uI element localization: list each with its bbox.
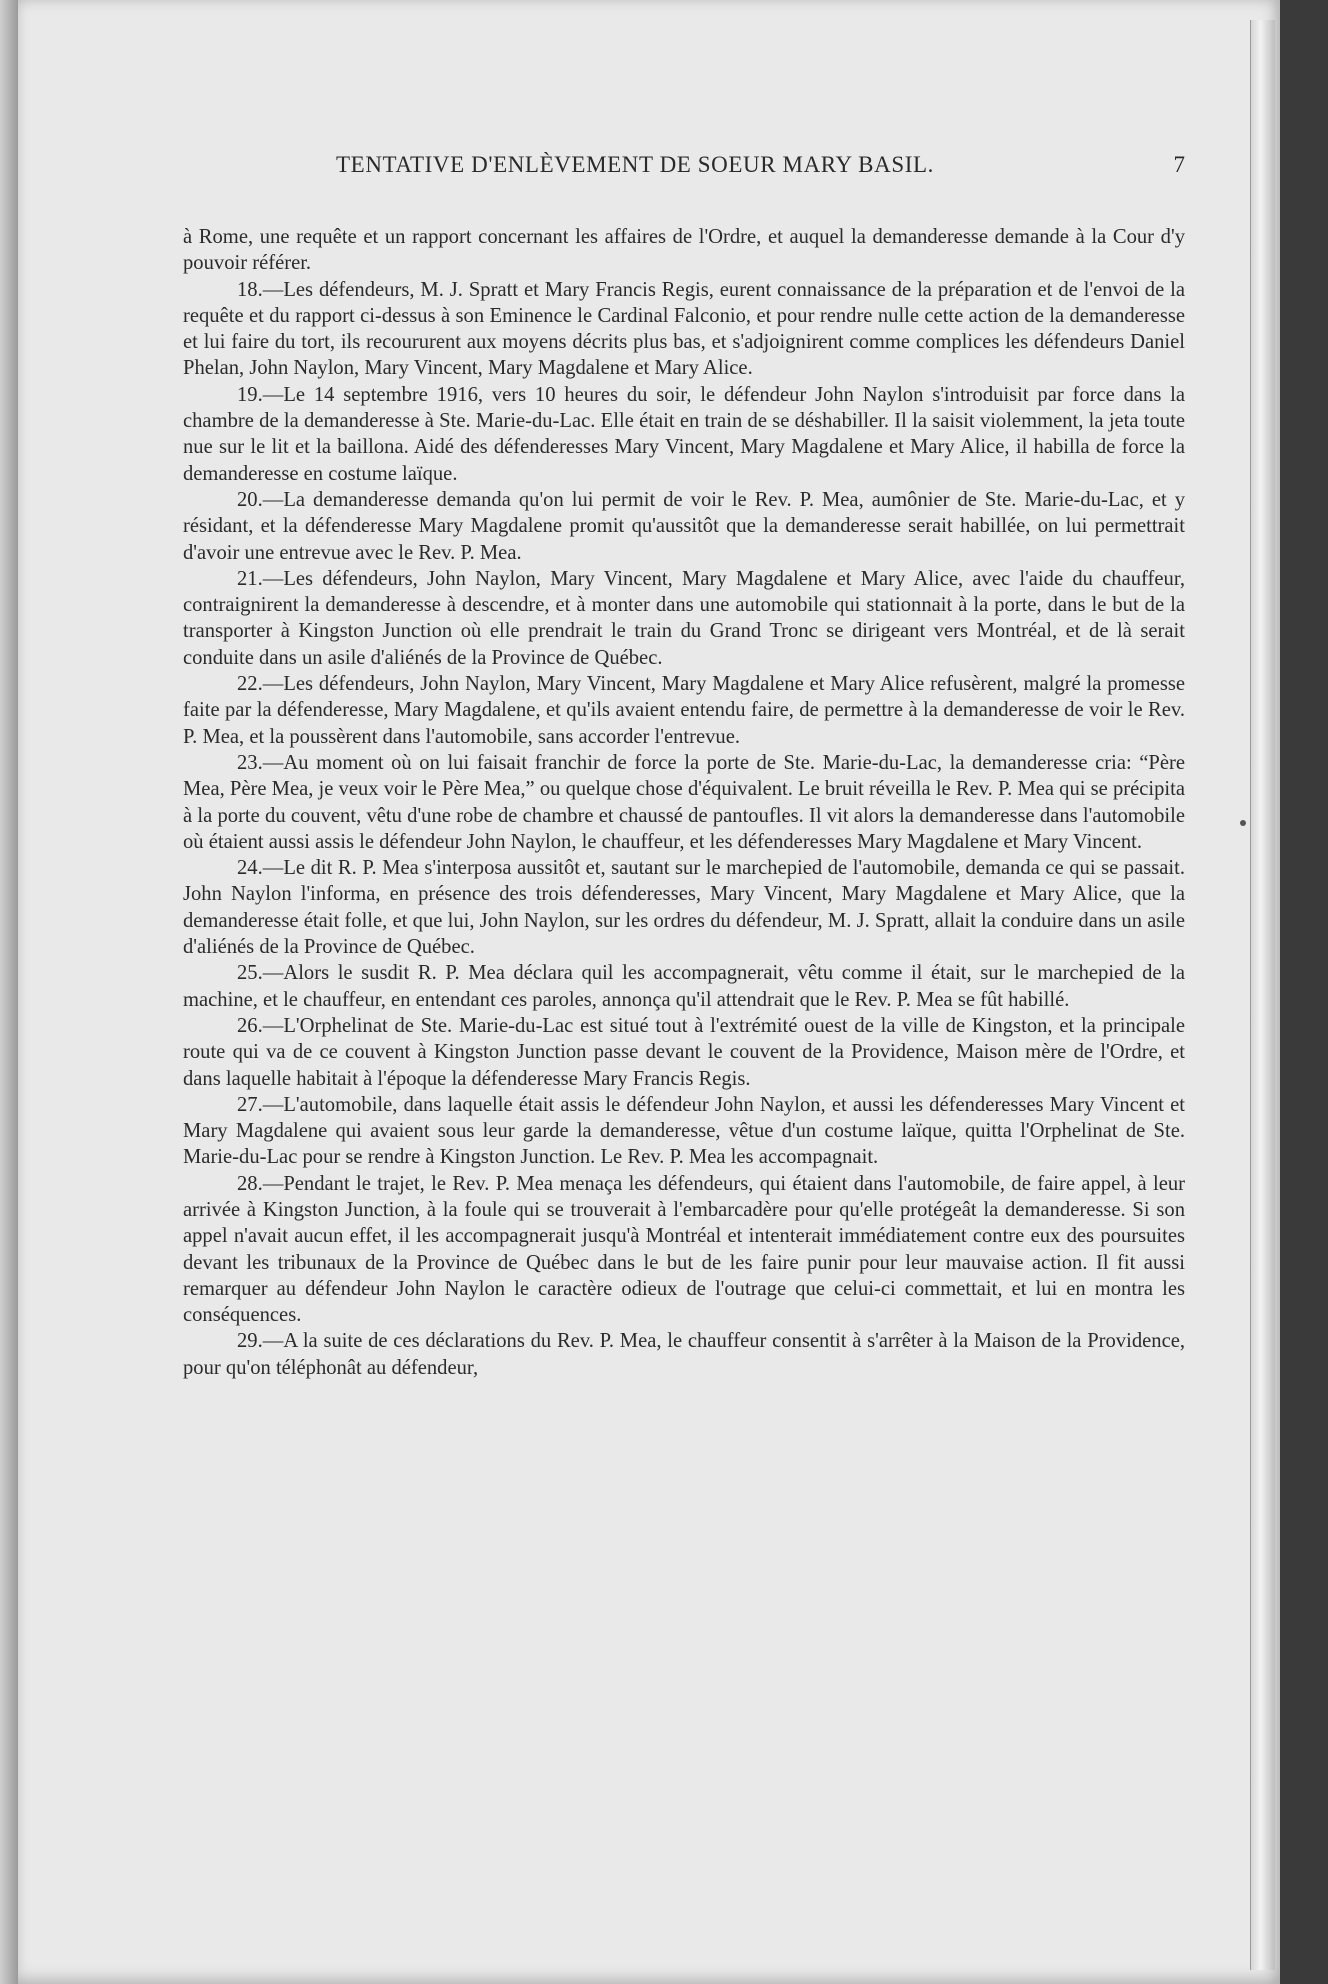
paragraph-19: 19.—Le 14 septembre 1916, vers 10 heures du soir, le défendeur John Naylon s'introduisit par force dans la chambre de la demanderesse à Ste. Marie-du-Lac. Elle était en train de se déshabiller. Il la saisit violemment, la jeta toute nue sur le lit et la baillona. Aidé des défenderesses Mary Vincent, Mary Magdalene et Mary Alice, il habilla de force la demanderesse en costume laïque. bbox=[183, 383, 1185, 485]
page-number: 7 bbox=[1173, 152, 1185, 177]
paragraph-22: 22.—Les défendeurs, John Naylon, Mary Vincent, Mary Magdalene et Mary Alice refusèrent, malgré la promesse faite par la défenderesse, Mary Magdalene, et qu'ils avaient entendu faire, de permettre à la demanderesse de voir le Rev. P. Mea, et la poussèrent dans l'automobile, sans accorder l'entrevue. bbox=[183, 673, 1185, 748]
paragraph-18: 18.—Les défendeurs, M. J. Spratt et Mary Francis Regis, eurent connaissance de la préparation et de l'envoi de la requête et du rapport ci-dessus à son Eminence le Cardinal Falconio, et pour rendre nulle cette action de la demanderesse et lui faire du tort, ils recoururent aux moyens décrits plus bas, et s'adjoignirent comme complices les défendeurs Daniel Phelan, John Naylon, Mary Vincent, Mary Magdalene et Mary Alice. bbox=[183, 278, 1185, 380]
paragraph-20: 20.—La demanderesse demanda qu'on lui permit de voir le Rev. P. Mea, aumônier de Ste. Marie-du-Lac, et y résidant, et la défenderesse Mary Magdalene promit qu'aussitôt que la demanderesse serait habillée, on lui permettrait d'avoir une entrevue avec le Rev. P. Mea. bbox=[183, 488, 1185, 564]
paragraph-27: 27.—L'automobile, dans laquelle était assis le défendeur John Naylon, et aussi les défenderesses Mary Vincent et Mary Magdalene qui avaient sous leur garde la demanderesse, vêtue d'un costume laïque, quitta l'Orphelinat de Ste. Marie-du-Lac pour se rendre à Kingston Junction. Le Rev. P. Mea les accompagnait. bbox=[183, 1093, 1185, 1169]
paragraph-24: 24.—Le dit R. P. Mea s'interposa aussitôt et, sautant sur le marchepied de l'automobile, demanda ce qui se passait. John Naylon l'informa, en présence des trois défenderesses, Mary Vincent, Mary Magdalene et Mary Alice, que la demanderesse était folle, et que lui, John Naylon, sur les ordres du défendeur, M. J. Spratt, allait la conduire dans un asile d'aliénés de la Province de Québec. bbox=[183, 857, 1185, 959]
running-header bbox=[165, 152, 1185, 186]
running-title: TENTATIVE D'ENLÈVEMENT DE SOEUR MARY BASIL. bbox=[336, 152, 934, 177]
margin-mark bbox=[1240, 820, 1246, 826]
body-text bbox=[183, 224, 1185, 1381]
paragraph-26: 26.—L'Orphelinat de Ste. Marie-du-Lac est situé tout à l'extrémité ouest de la ville de Kingston, et la principale route qui va de ce couvent à Kingston Junction passe devant le couvent de la Providence, Maison mère de l'Ordre, et dans laquelle habitait à l'époque la défenderesse Mary Francis Regis. bbox=[183, 1014, 1185, 1090]
paragraph-25: 25.—Alors le susdit R. P. Mea déclara quil les accompagnerait, vêtu comme il était, sur le marchepied de la machine, et le chauffeur, en entendant ces paroles, annonça qu'il attendrait que le Rev. P. Mea se fût habillé. bbox=[183, 962, 1185, 1011]
scan-edge bbox=[0, 0, 18, 1984]
page-edge bbox=[1250, 20, 1275, 1970]
paragraph-21: 21.—Les défendeurs, John Naylon, Mary Vincent, Mary Magdalene et Mary Alice, avec l'aide du chauffeur, contraignirent la demanderesse à descendre, et à monter dans une automobile qui stationnait à la porte, dans le but de la transporter à Kingston Junction où elle prendrait le train du Grand Tronc se dirigeant vers Montréal, et de là serait conduite dans un asile d'aliénés de la Province de Québec. bbox=[183, 567, 1185, 669]
paragraph-29: 29.—A la suite de ces déclarations du Rev. P. Mea, le chauffeur consentit à s'arrêter à la Maison de la Providence, pour qu'on téléphonât au défendeur, bbox=[183, 1330, 1185, 1379]
paragraph-23: 23.—Au moment où on lui faisait franchir de force la porte de Ste. Marie-du-Lac, la demanderesse cria: “Père Mea, Père Mea, je veux voir le Père Mea,” ou quelque chose d'équivalent. Le bruit réveilla le Rev. P. Mea qui se précipita à la porte du couvent, vêtu d'une robe de chambre et chaussé de pantoufles. Il vit alors la demanderesse dans l'automobile où étaient aussi assis le défendeur John Naylon, le chauffeur, et les défenderesses Mary Magdalene et Mary Vincent. bbox=[183, 751, 1185, 853]
paragraph-28: 28.—Pendant le trajet, le Rev. P. Mea menaça les défendeurs, qui étaient dans l'automobile, de faire appel, à leur arrivée à Kingston Junction, à la foule qui se trouverait à l'embarcadère pour qu'elle protégeât la demanderesse. Si son appel n'avait aucun effet, il les accompagnerait jusqu'à Montréal et intenterait immédiatement contre eux des poursuites devant les tribunaux de la Province de Québec dans le but de les faire punir pour leur mauvaise action. Il fit aussi remarquer au défendeur John Naylon le caractère odieux de l'outrage que celui-ci commettait, et lui en montra les conséquences. bbox=[183, 1172, 1185, 1327]
paragraph-continuation: à Rome, une requête et un rapport concernant les affaires de l'Ordre, et auquel la demanderesse demande à la Cour d'y pouvoir référer. bbox=[183, 226, 1185, 275]
